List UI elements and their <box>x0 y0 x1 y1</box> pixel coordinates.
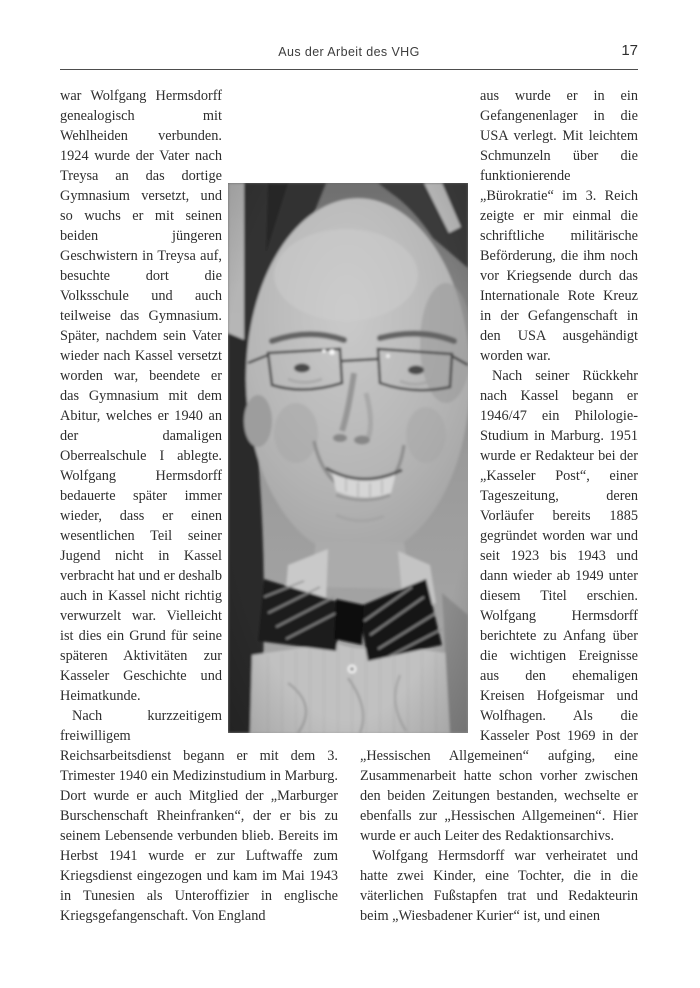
paragraph: Nach kurzzeitigem freiwilligem Reichsarbeitsdienst begann er mit dem 3. Trimester 1940 ein Medizinstudium in Marburg. Dort wurde er auch Mitglied der „Marburger Burschenschaft Rheinfranken“, der er bis zu seinem Lebensende verbunden blieb. Bereits im Herbst 1941 wurde er zur Luftwaffe zum Kriegsdienst eingezogen und kam im Mai 1943 in Tunesien als Unteroffizier in englische Kriegsgefangenschaft. Von England <box>60 708 338 924</box>
paragraph: Wolfgang Hermsdorff war verheiratet und hatte zwei Kinder, eine Tochter, die in die väterlichen Fußstapfen trat und Redakteurin beim „Wiesbadener Kurier“ ist, und einen <box>360 848 638 924</box>
paragraph: war Wolfgang Hermsdorff genealogisch mit Wehlheiden verbunden. 1924 wurde der Vater nach Treysa an das dortige Gymnasium versetzt, und so wuchs er mit seinen beiden jüngeren Geschwistern in Treysa auf, besuchte dort die Volksschule und auch teilweise das Gymnasium. Später, nachdem sein Vater wieder nach Kassel versetzt worden war, beendete er das Gymnasium mit dem Abitur, welches er 1940 an der damaligen Oberrealschule I ablegte. Wolfgang Hermsdorff bedauerte später immer wieder, dass er einen wesentlichen Teil seiner Jugend nicht in Kassel verbracht hat und er deshalb auch in Kassel nicht richtig verwurzelt war. Vielleicht ist dies ein Grund für seine späteren Aktivitäten zur Kasseler Geschichte und Heimatkunde. <box>60 88 222 704</box>
photo-content <box>228 183 468 733</box>
page-number: 17 <box>621 42 638 59</box>
portrait-photo-image <box>228 183 468 733</box>
header-rule <box>60 69 638 70</box>
paragraph: aus wurde er in ein Gefangenenlager in die USA verlegt. Mit leichtem Schmunzeln über die funktionierende „Bürokratie“ im 3. Reich zeigte er mir einmal die schriftliche militärische Beförderung, die ihm noch vor Kriegsende durch das Internationale Rote Kreuz in der Gefangenschaft in den USA ausgehändigt worden war. <box>480 88 638 364</box>
running-header-title: Aus der Arbeit des VHG <box>278 45 420 59</box>
portrait-photo <box>228 183 468 733</box>
paragraph: Nach seiner Rückkehr nach Kassel begann er 1946/47 ein Philologie-Studium in Marburg. 1951 wurde er Redakteur bei der „Kasseler Post“, einer Tageszeitung, deren Vorläufer bereits 1885 gegründet worden war und seit 1923 bis 1943 und dann wieder ab 1949 unter diesem Titel erschien. Wolfgang Hermsdorff berichtete zu Anfang über die wichtigen Ereignisse aus den ehemaligen Kreisen Hofgeismar und Wolfhagen. Als die Kasseler Post 1969 in der „Hessischen Allgemeinen“ aufging, eine Zusammenarbeit hatte schon vorher zwischen den beiden Zeitungen bestanden, wechselte er ebenfalls zur „Hessischen Allgemeinen“. Hier wurde er auch Leiter des Redaktionsarchivs. <box>360 368 638 844</box>
